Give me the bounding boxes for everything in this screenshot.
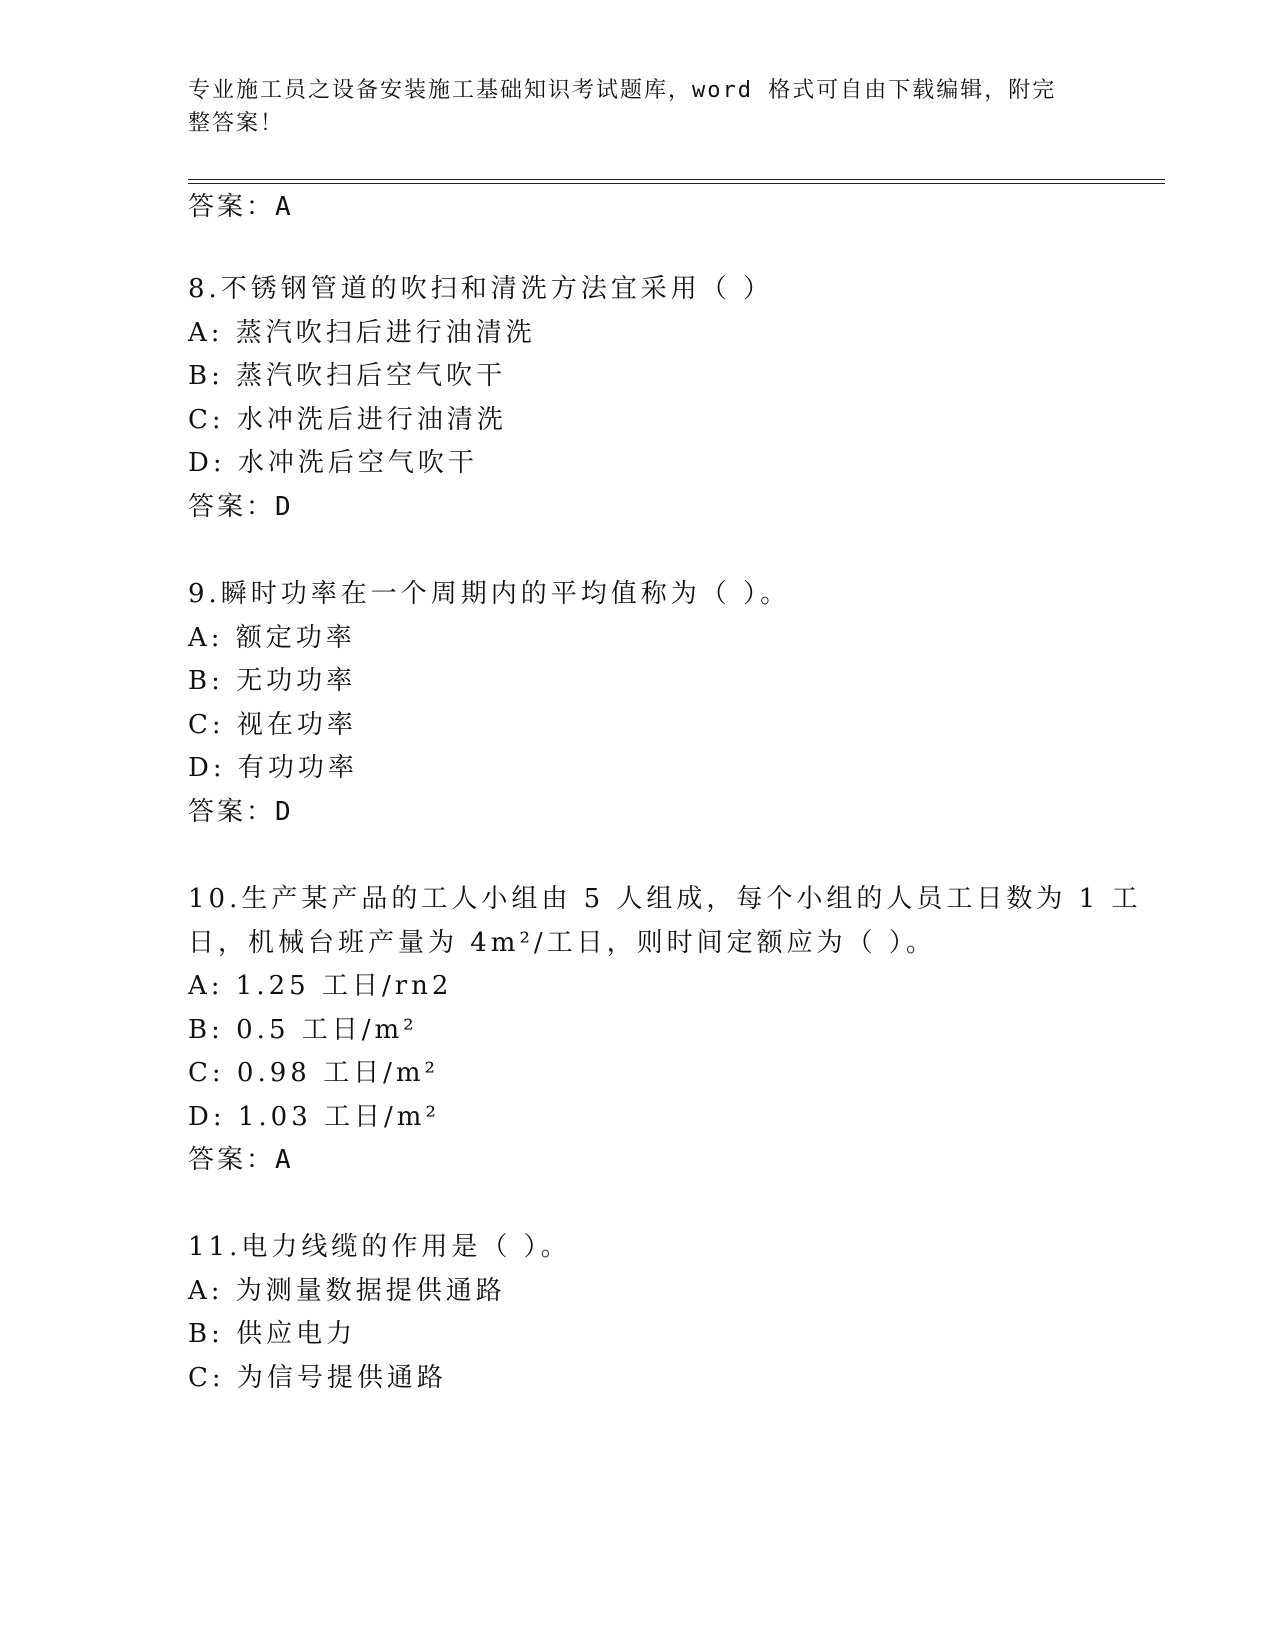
- question-10-option-b: B: 0.5 工日/m²: [188, 1015, 418, 1045]
- question-11-option-b: B: 供应电力: [188, 1319, 357, 1349]
- question-8-option-b: B: 蒸汽吹扫后空气吹干: [188, 361, 507, 391]
- question-10-option-a: A: 1.25 工日/rn2: [188, 971, 453, 1001]
- question-10-option-c: C: 0.98 工日/m²: [188, 1058, 439, 1088]
- question-9-option-d: D: 有功功率: [188, 753, 358, 783]
- answer-label: 答案：: [188, 797, 276, 827]
- question-9-option-b: B: 无功功率: [188, 666, 357, 696]
- question-8-option-c: C: 水冲洗后进行油清洗: [188, 405, 507, 435]
- question-9-option-a: A: 额定功率: [188, 623, 356, 653]
- header-divider-bottom: [188, 183, 1165, 184]
- question-11-stem: 11.电力线缆的作用是（ ）。: [188, 1232, 571, 1262]
- question-10-stem-line-1: 10.生产某产品的工人小组由 5 人组成，每个小组的人员工日数为 1 工: [188, 884, 1142, 914]
- question-11-option-a: A: 为测量数据提供通路: [188, 1276, 506, 1306]
- question-9-option-c: C: 视在功率: [188, 710, 357, 740]
- header-line-1: 专业施工员之设备安装施工基础知识考试题库，word 格式可自由下载编辑，附完: [188, 78, 1057, 103]
- question-8-option-d: D: 水冲洗后空气吹干: [188, 448, 478, 478]
- answer-value: A: [275, 1145, 294, 1175]
- question-10-stem-line-2: 日，机械台班产量为 4m²/工日，则时间定额应为（ ）。: [188, 928, 936, 958]
- answer-label: 答案：: [188, 192, 276, 222]
- question-9-stem: 9.瞬时功率在一个周期内的平均值称为（ ）。: [188, 579, 791, 609]
- answer-value: D: [275, 492, 294, 522]
- answer-value: A: [275, 192, 294, 222]
- answer-value: D: [275, 797, 294, 827]
- previous-answer: [188, 190, 294, 224]
- question-8-stem: 8.不锈钢管道的吹扫和清洗方法宜采用（ ）: [188, 274, 774, 304]
- question-11-option-c: C: 为信号提供通路: [188, 1363, 447, 1393]
- question-8-option-a: A: 蒸汽吹扫后进行油清洗: [188, 318, 536, 348]
- document-header: [188, 74, 1088, 140]
- question-10-answer: [188, 1143, 294, 1177]
- header-divider-top: [188, 179, 1165, 180]
- question-9-answer: [188, 795, 294, 829]
- answer-label: 答案：: [188, 1145, 276, 1175]
- answer-label: 答案：: [188, 492, 276, 522]
- header-line-2: 整答案！: [188, 111, 285, 136]
- question-8-answer: [188, 490, 294, 524]
- question-10-option-d: D: 1.03 工日/m²: [188, 1102, 440, 1132]
